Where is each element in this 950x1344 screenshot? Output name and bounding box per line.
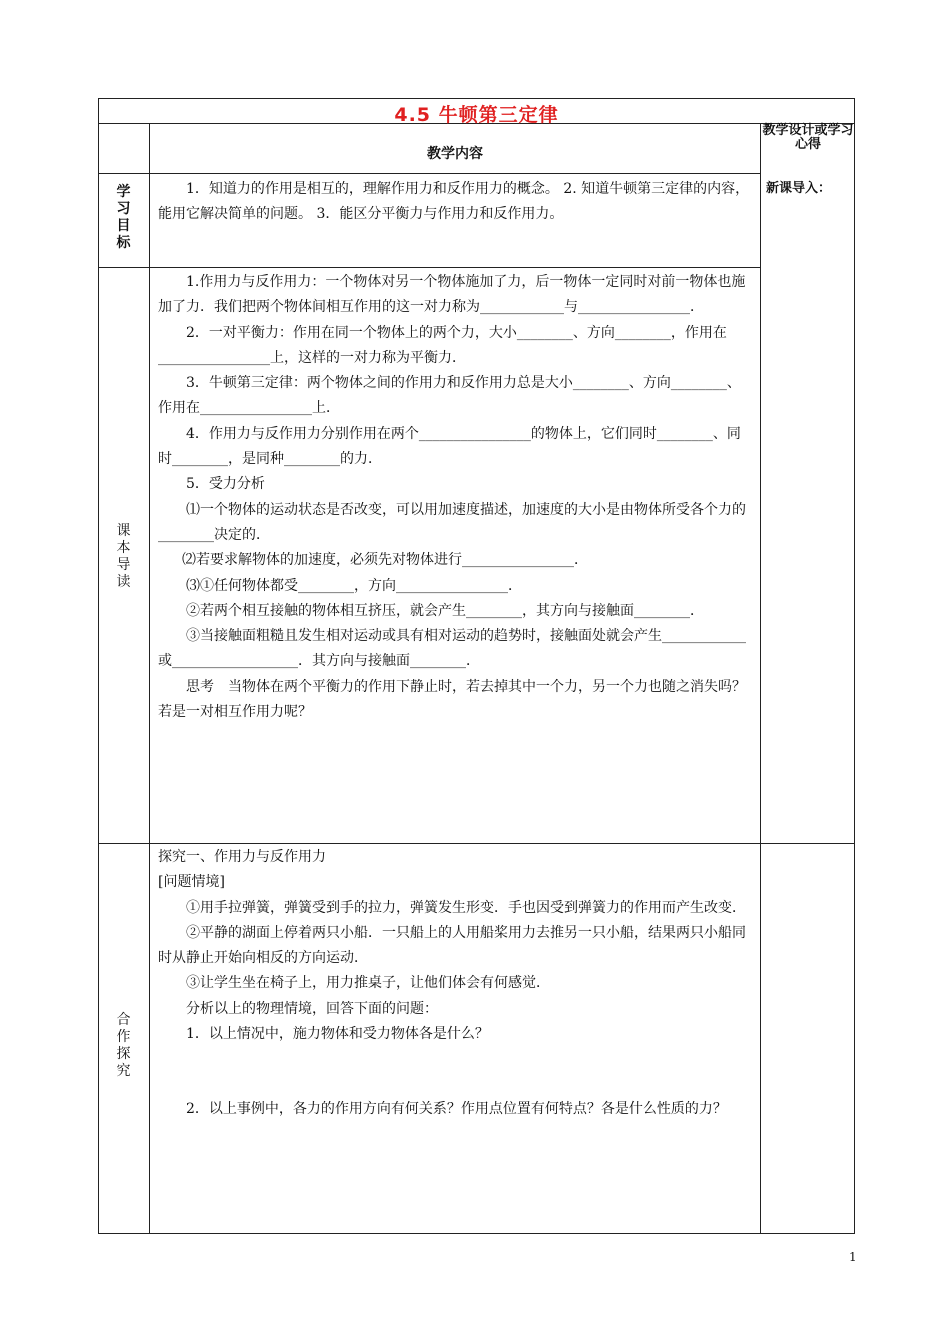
reading-content: [158, 270, 754, 725]
goals-label-text: [98, 184, 149, 252]
new-lesson-label: 新课导入：: [766, 181, 832, 196]
reading-item-5-3b: ②若两个相互接触的物体相互挤压，就会产生________，其方向与接触面________．: [186, 602, 704, 619]
document-title: 4.5 牛顿第三定律: [394, 104, 559, 126]
explore-heading: 探究一、作用力与反作用力: [158, 849, 326, 865]
reading-label: [98, 523, 149, 591]
explore-instruction: 分析以上的物理情境，回答下面的问题：: [186, 1000, 438, 1017]
goals-label-char: 习: [116, 201, 131, 217]
reading-item-3: 3．牛顿第三定律：两个物体之间的作用力和反作用力总是大小________、方向________、作用在________________上．: [158, 375, 741, 417]
explore-situation-1: ①用手拉弹簧，弹簧受到手的拉力，弹簧发生形变．手也因受到弹簧力的作用而产生改变．: [186, 899, 746, 916]
explore-label-char: 合: [116, 1012, 131, 1028]
explore-content: [158, 845, 754, 1123]
goals-label: [98, 184, 149, 252]
content-column-header: 教学内容: [427, 146, 483, 162]
reading-item-5: 5．受力分析: [186, 476, 265, 493]
header-row-divider: [98, 173, 761, 174]
design-column-header: 教学设计或学习心得: [762, 123, 854, 152]
lesson-table: [98, 98, 855, 1234]
goals-label-char: 标: [116, 235, 131, 251]
explore-question-1: 1．以上情况中，施力物体和受力物体各是什么？: [186, 1026, 489, 1043]
notes-column-divider: [760, 123, 761, 1234]
reading-item-1: 1.作用力与反作用力：一个物体对另一个物体施加了力，后一物体一定同时对前一物体也施加了力．我们把两个物体间相互作用的这一对力称为____________与________________．: [158, 274, 746, 316]
explore-situation-3: ③让学生坐在椅子上，用力推桌子，让他们体会有何感觉．: [186, 975, 550, 992]
goals-label-char: 学: [116, 184, 131, 200]
reading-item-5-3c: ③当接触面粗糙且发生相对运动或具有相对运动的趋势时，接触面处就会产生____________或__________________．其方向与接触面________．: [158, 628, 746, 670]
reading-label-text: [98, 523, 149, 591]
reading-think: 思考 当物体在两个平衡力的作用下静止时，若去掉其中一个力，另一个力也随之消失吗？若是一对相互作用力呢？: [158, 678, 746, 721]
explore-label-char: 究: [116, 1063, 131, 1079]
goals-row-divider: [98, 267, 761, 268]
reading-item-2: 2．一对平衡力：作用在同一个物体上的两个力，大小________、方向________，作用在________________上，这样的一对力称为平衡力．: [158, 324, 727, 366]
explore-label-char: 作: [116, 1029, 131, 1045]
table-border-top: [98, 98, 855, 99]
reading-item-5-3: ⑶①任何物体都受________，方向________________．: [186, 577, 522, 594]
reading-label-char: 导: [116, 557, 131, 573]
explore-situation-2: ②平静的湖面上停着两只小船．一只船上的人用船桨用力去推另一只小船，结果两只小船同时从静止开始向相反的方向运动．: [158, 924, 746, 967]
label-column-divider: [149, 123, 150, 1234]
reading-item-5-1: ⑴一个物体的运动状态是否改变，可以用加速度描述，加速度的大小是由物体所受各个力的________决定的．: [158, 501, 746, 543]
explore-question-2: 2．以上事例中，各力的作用方向有何关系？作用点位置有何特点？各是什么性质的力？: [186, 1101, 727, 1118]
reading-label-char: 本: [116, 540, 131, 556]
table-border-right: [854, 98, 855, 1234]
goals-label-char: 目: [116, 218, 131, 234]
explore-situation-label: [问题情境]: [158, 874, 225, 891]
reading-label-char: 课: [116, 523, 131, 539]
reading-label-char: 读: [116, 574, 131, 590]
reading-item-4: 4．作用力与反作用力分别作用在两个________________的物体上，它们同时________、同时________，是同种________的力．: [158, 425, 741, 468]
explore-label: [98, 1012, 149, 1080]
explore-label-char: 探: [116, 1046, 131, 1062]
reading-item-5-2: ⑵若要求解物体的加速度，必须先对物体进行________________．: [182, 552, 588, 569]
reading-row-divider: [98, 843, 855, 844]
goals-text: 1．知道力的作用是相互的，理解作用力和反作用力的概念。 2. 知道牛顿第三定律的内容，能用它解决简单的问题。 3．能区分平衡力与作用力和反作用力。: [158, 181, 750, 223]
table-border-bottom: [98, 1233, 855, 1234]
explore-label-text: [98, 1012, 149, 1080]
page-number: 1: [849, 1250, 857, 1264]
